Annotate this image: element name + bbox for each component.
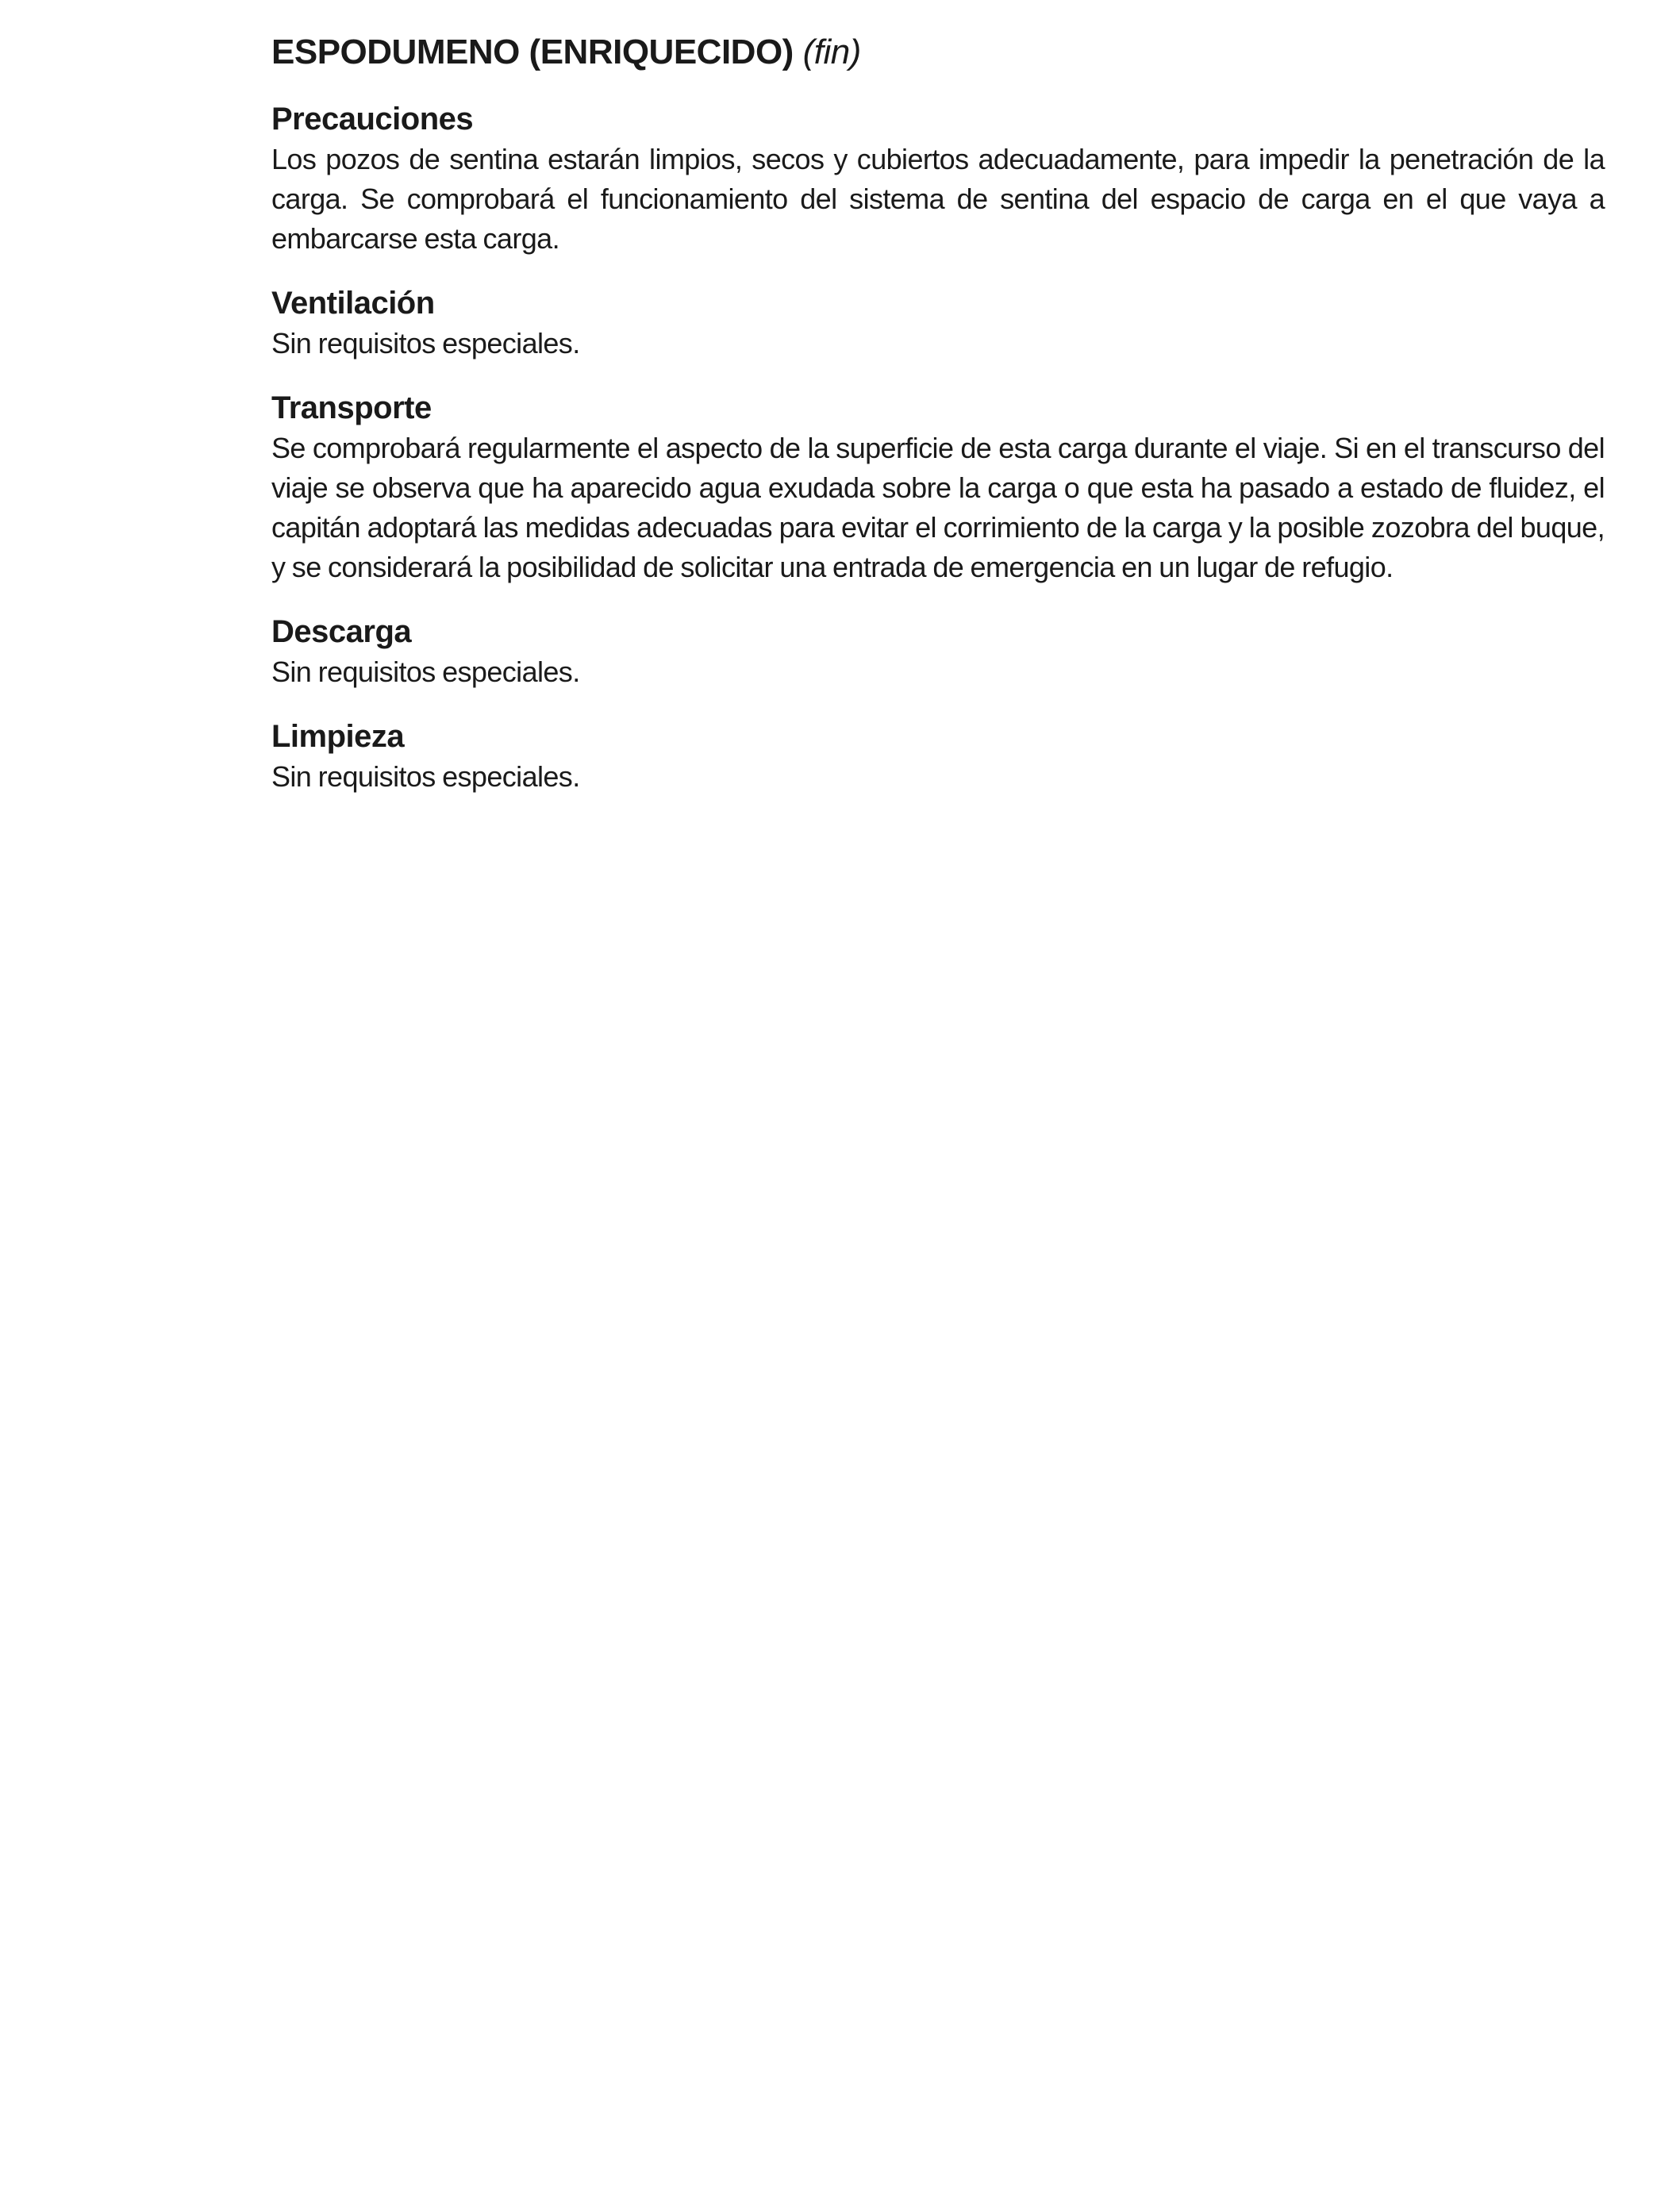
section-body: Los pozos de sentina estarán limpios, secos y cubiertos adecuadamente, para impedir la penetración de la carga. Se comprobará el funcionamiento del sistema de sentina del espacio de carga en el que vaya a embarcarse esta carga. <box>271 143 1605 255</box>
section-transporte <box>271 387 1605 587</box>
document-page <box>271 30 1605 821</box>
section-precauciones <box>271 98 1605 259</box>
section-body: Sin requisitos especiales. <box>271 656 580 688</box>
section-body: Se comprobará regularmente el aspecto de la superficie de esta carga durante el viaje. Si en el transcurso del viaje se observa que ha aparecido agua exudada sobre la carga o que esta ha pasado a estado de fluidez, el capitán adoptará las medidas adecuadas para evitar el corrimiento de la carga y la posible zozobra del buque, y se considerará la posibilidad de solicitar una entrada de emergencia en un lugar de refugio. <box>271 432 1605 583</box>
section-heading: Descarga <box>271 614 412 649</box>
section-ventilacion <box>271 283 1605 363</box>
page-title <box>271 30 1605 75</box>
section-body: Sin requisitos especiales. <box>271 327 580 359</box>
section-heading: Transporte <box>271 390 432 425</box>
title-suffix: (fin) <box>802 33 861 71</box>
section-heading: Ventilación <box>271 286 435 321</box>
section-body: Sin requisitos especiales. <box>271 760 580 793</box>
section-heading: Precauciones <box>271 102 474 136</box>
section-heading: Limpieza <box>271 719 405 754</box>
title-main: ESPODUMENO (ENRIQUECIDO) <box>271 33 794 71</box>
section-descarga <box>271 611 1605 692</box>
section-limpieza <box>271 716 1605 797</box>
